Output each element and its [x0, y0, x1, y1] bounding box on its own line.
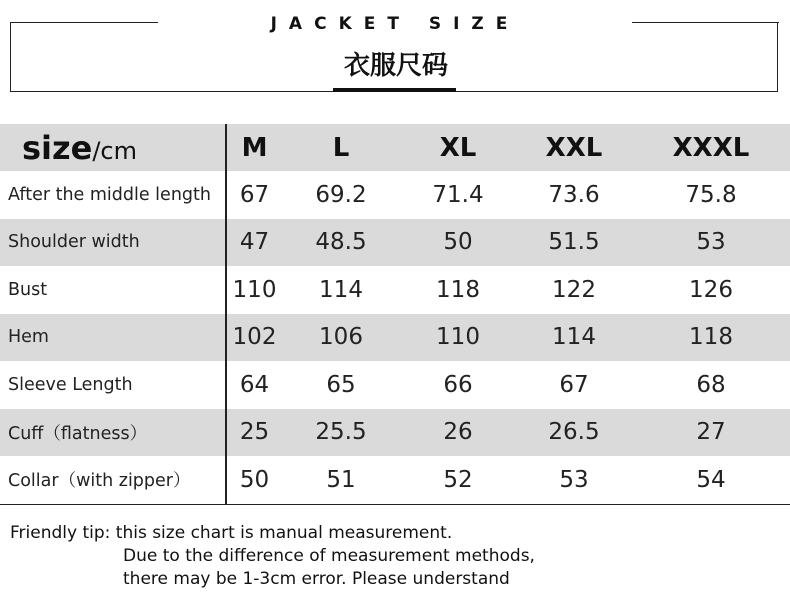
row-label: Cuff（flatness）: [8, 423, 148, 444]
unit-label-cell: [0, 124, 226, 171]
row-label: Bust: [8, 279, 48, 300]
table-cell: 106: [282, 314, 400, 362]
table-cell: 54: [632, 456, 790, 504]
row-label: After the middle length: [8, 184, 211, 205]
unit-label: [0, 129, 137, 167]
size-header-l: L: [282, 124, 400, 171]
table-header-row: [0, 124, 790, 171]
table-cell: 26: [400, 409, 516, 457]
table-cell: 114: [516, 314, 632, 362]
table-cell: 26.5: [516, 409, 632, 457]
row-label: Shoulder width: [8, 232, 140, 253]
table-row: [0, 314, 790, 362]
table-cell: 110: [400, 314, 516, 362]
table-cell: 67: [559, 371, 589, 398]
table-cell: 48.5: [282, 219, 400, 267]
row-label: Hem: [8, 327, 49, 348]
table-cell: 114: [319, 276, 363, 303]
table-row: [0, 456, 790, 504]
header-title: 衣服尺码: [343, 51, 448, 81]
row-label: Sleeve Length: [8, 374, 133, 395]
table-cell: 50: [400, 219, 516, 267]
table-cell: 53: [632, 219, 790, 267]
size-header-m: M: [226, 124, 282, 171]
title-underline: [333, 88, 456, 92]
table-cell: 75.8: [685, 181, 737, 208]
table-row: [0, 361, 790, 409]
table-cell: 122: [552, 276, 596, 303]
size-table: [0, 124, 790, 505]
table-cell: 68: [696, 371, 726, 398]
table-cell: 67: [239, 181, 270, 208]
table-cell: 52: [400, 456, 516, 504]
unit-label-suffix: /cm: [92, 136, 138, 165]
table-cell: 64: [239, 371, 270, 398]
table-cell: 71.4: [432, 181, 484, 208]
size-header-xxl: XXL: [516, 124, 632, 171]
tip-line-2: Due to the difference of measurement methods,: [123, 546, 535, 566]
table-cell: 102: [226, 314, 282, 362]
tip-line-1: Friendly tip: this size chart is manual measurement.: [10, 523, 453, 543]
table-cell: 47: [226, 219, 282, 267]
table-cell: 53: [516, 456, 632, 504]
table-cell: 69.2: [315, 181, 367, 208]
size-header-xl: XL: [400, 124, 516, 171]
friendly-tip: [10, 522, 535, 591]
table-cell: 66: [443, 371, 473, 398]
table-cell: 73.6: [548, 181, 600, 208]
table-cell: 51.5: [516, 219, 632, 267]
unit-label-main: size: [22, 128, 93, 167]
size-header-xxxl: XXXL: [632, 124, 790, 171]
table-cell: 51: [282, 456, 400, 504]
table-row: [0, 171, 790, 219]
table-cell: 118: [632, 314, 790, 362]
header-subtitle: JACKET SIZE: [270, 14, 520, 34]
table-cell: 25.5: [282, 409, 400, 457]
table-cell: 25: [226, 409, 282, 457]
table-row: [0, 409, 790, 457]
table-cell: 126: [689, 276, 733, 303]
table-row: [0, 219, 790, 267]
tip-line-3: there may be 1-3cm error. Please understand: [123, 569, 510, 589]
table-row: [0, 266, 790, 314]
row-label: Collar（with zipper）: [8, 471, 191, 492]
table-cell: 27: [632, 409, 790, 457]
table-cell: 110: [232, 276, 277, 303]
table-cell: 50: [226, 456, 282, 504]
table-cell: 65: [326, 371, 356, 398]
table-cell: 118: [436, 276, 480, 303]
